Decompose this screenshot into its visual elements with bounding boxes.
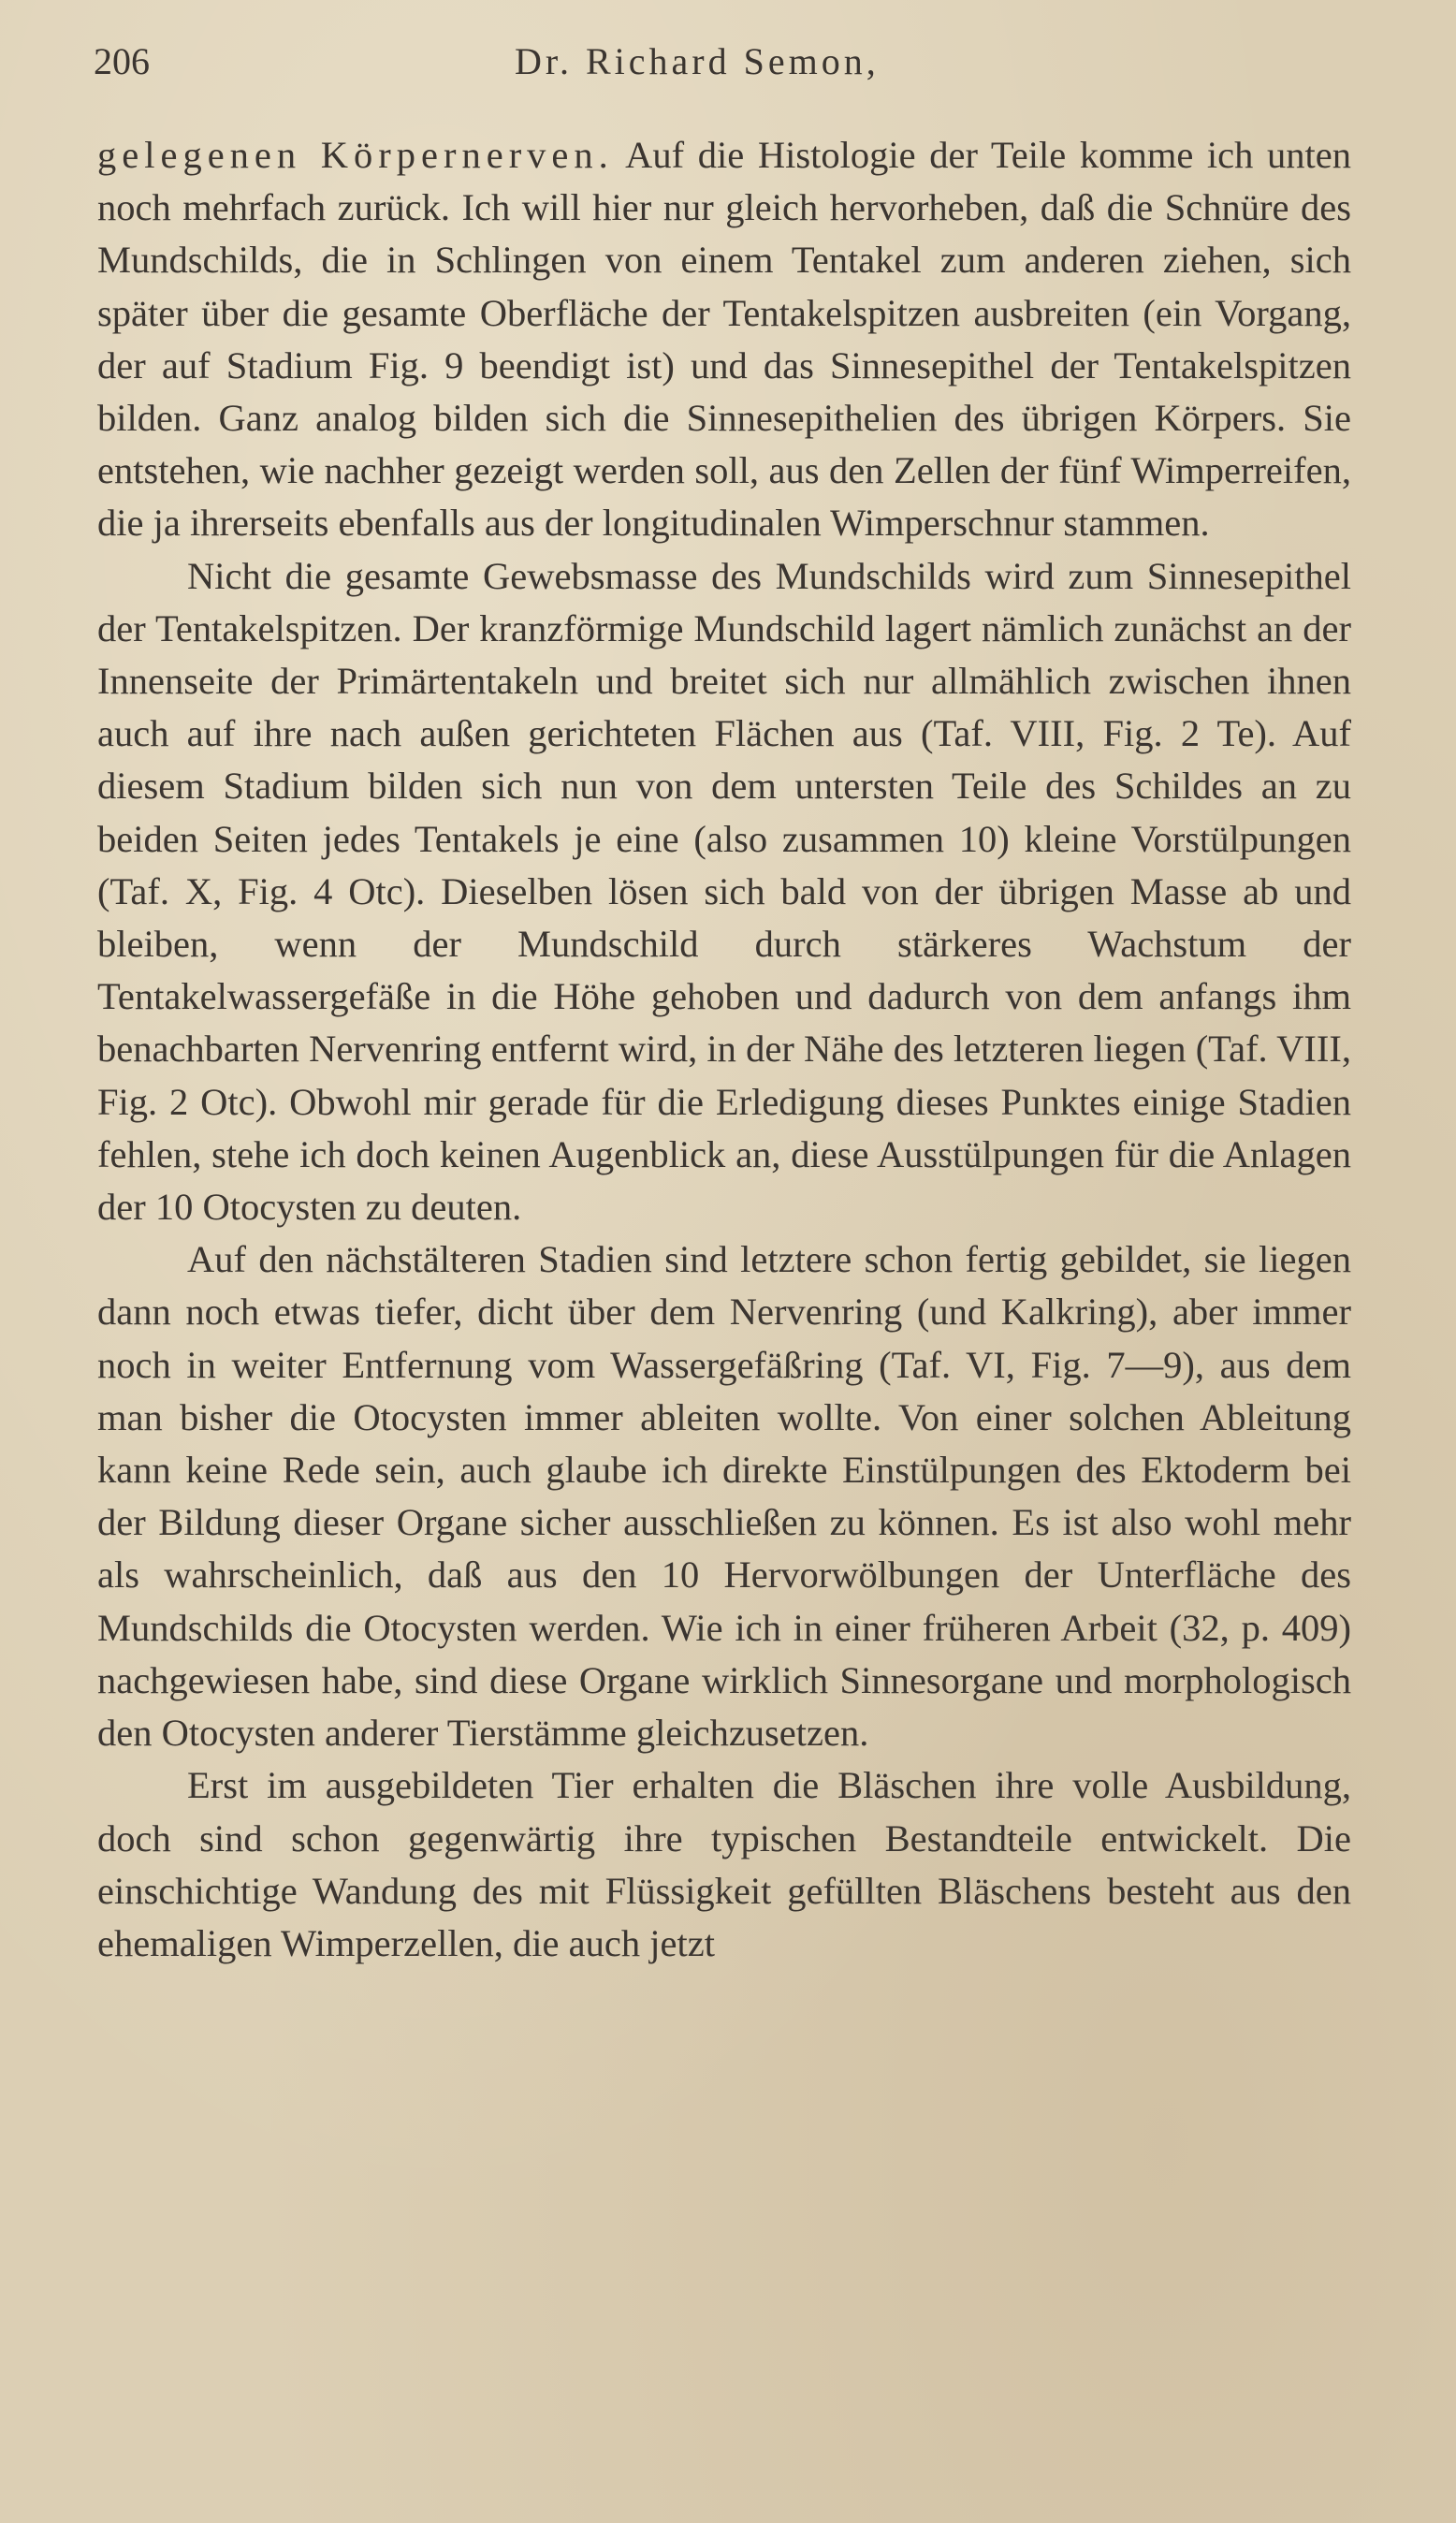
body-text [97, 129, 1351, 1970]
paragraph-3: Auf den nächstälteren Stadien sind letztere schon fertig gebildet, sie liegen dann noch etwas tiefer, dicht über dem Nervenring (und Kalkring), aber immer noch in weiter Entfernung vom Wassergefäßring (Taf. VI, Fig. 7—9), aus dem man bisher die Otocysten immer ableiten wollte. Von einer solchen Ableitung kann keine Rede sein, auch glaube ich direkte Einstülpungen des Ektoderm bei der Bildung dieser Organe sicher ausschließen zu können. Es ist also wohl mehr als wahrscheinlich, daß aus den 10 Hervorwölbungen der Unterfläche des Mundschilds die Otocysten werden. Wie ich in einer früheren Arbeit (32, p. 409) nachgewiesen habe, sind diese Organe wirklich Sinnesorgane und morphologisch den Otocysten anderer Tierstämme gleichzusetzen. [97, 1238, 1351, 1755]
paragraph-2: Nicht die gesamte Gewebsmasse des Mundschilds wird zum Sinnesepithel der Tentakelspitzen. Der kranzförmige Mundschild lagert nämlich zunächst an der Innenseite der Primärtentakeln und breitet sich nur allmählich zwischen ihnen auch auf ihre nach außen gerichteten Flächen aus (Taf. VIII, Fig. 2 Te). Auf diesem Stadium bilden sich nun von dem untersten Teile des Schildes an zu beiden Seiten jedes Tentakels je eine (also zusammen 10) kleine Vorstülpungen (Taf. X, Fig. 4 Otc). Dieselben lösen sich bald von der übrigen Masse ab und bleiben, wenn der Mundschild durch stärkeres Wachstum der Tentakelwassergefäße in die Höhe gehoben und dadurch von dem anfangs ihm benachbarten Nervenring entfernt wird, in der Nähe des letzteren liegen (Taf. VIII, Fig. 2 Otc). Obwohl mir gerade für die Erledigung dieses Punktes einige Stadien fehlen, stehe ich doch keinen Augenblick an, diese Ausstülpungen für die Anlagen der 10 Otocysten zu deuten. [97, 554, 1351, 1229]
paragraph-4: Erst im ausgebildeten Tier erhalten die Bläschen ihre volle Ausbildung, doch sind schon gegenwärtig ihre typischen Bestandteile entwickelt. Die einschichtige Wandung des mit Flüssigkeit gefüllten Bläschens besteht aus den ehemaligen Wimperzellen, die auch jetzt [97, 1764, 1351, 1964]
page-number: 206 [94, 40, 150, 82]
running-title: Dr. Richard Semon, [515, 40, 880, 82]
spaced-lead: gelegenen Körpernerven. [97, 134, 614, 176]
running-head [94, 39, 1350, 95]
paragraph-1 [97, 129, 1351, 550]
paragraph-text: Auf die Histologie der Teile komme ich unten noch mehrfach zurück. Ich will hier nur gleich hervorheben, daß die Schnüre des Mundschilds, die in Schlingen von einem Tentakel zum anderen ziehen, sich später über die gesamte Oberfläche der Tentakelspitzen ausbreiten (ein Vorgang, der auf Stadium Fig. 9 beendigt ist) und das Sinnesepithel der Tentakelspitzen bilden. Ganz analog bilden sich die Sinnesepithelien des übrigen Körpers. Sie entstehen, wie nachher gezeigt werden soll, aus den Zellen der fünf Wimperreifen, die ja ihrerseits ebenfalls aus der longitudinalen Wimperschnur stammen. [97, 134, 1351, 545]
